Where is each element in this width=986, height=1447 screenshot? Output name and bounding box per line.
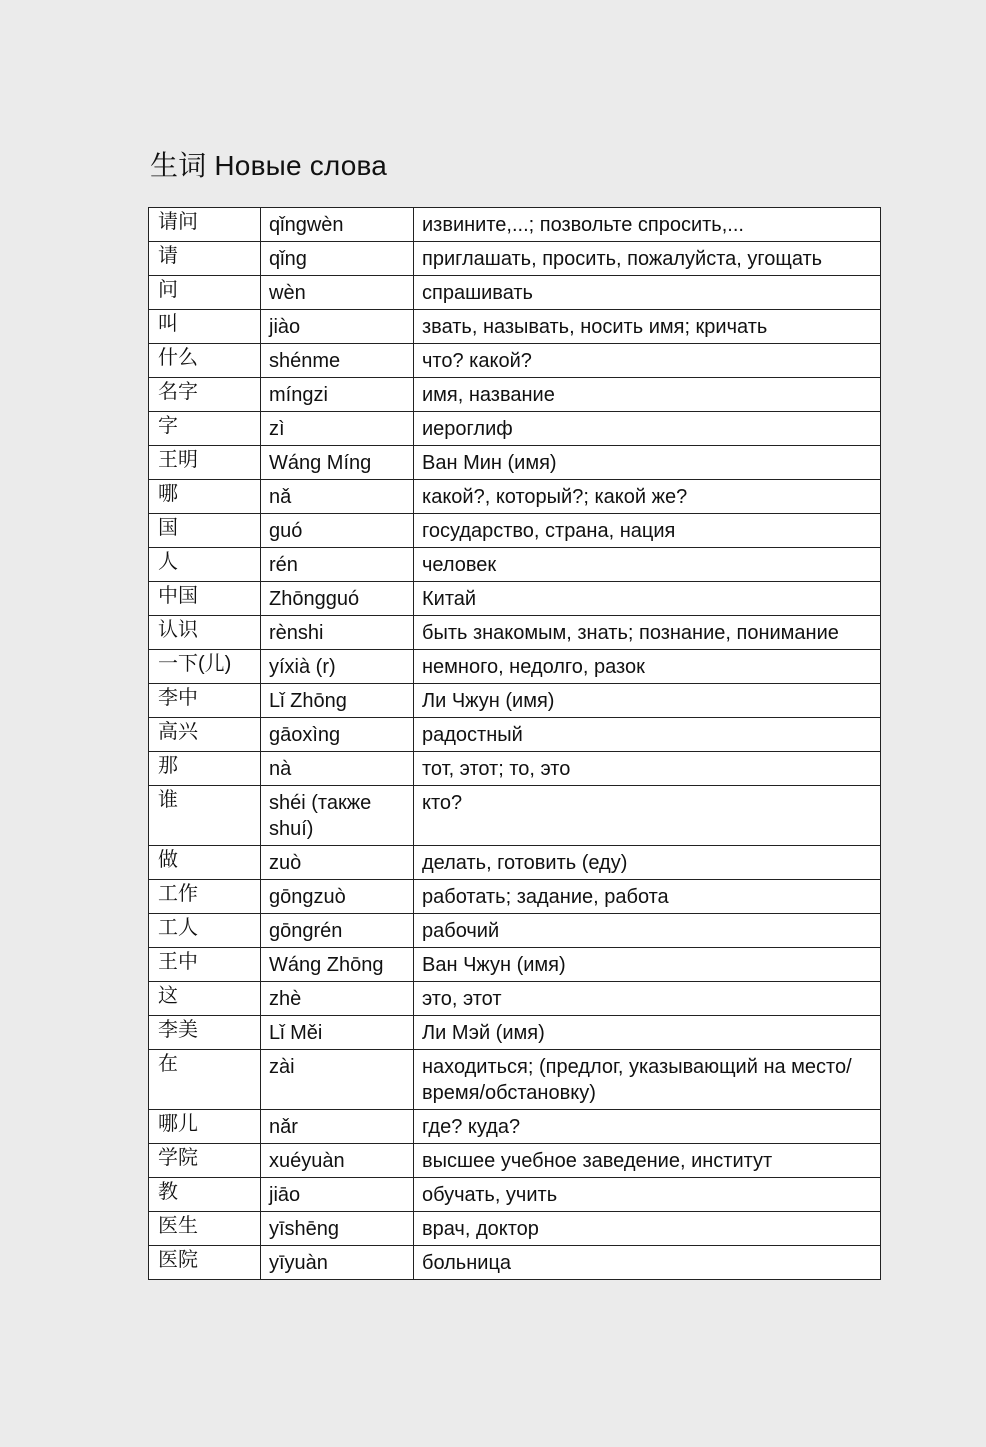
translation-cell: находиться; (предлог, указывающий на место/время/обстановку) (414, 1050, 881, 1110)
table-row (149, 412, 881, 446)
translation-cell: больница (414, 1246, 881, 1280)
translation-cell: высшее учебное заведение, институт (414, 1144, 881, 1178)
hanzi-cell: 字 (149, 412, 261, 446)
translation-cell: Китай (414, 582, 881, 616)
pinyin-cell: zì (261, 412, 414, 446)
hanzi-cell: 这 (149, 982, 261, 1016)
hanzi-cell: 哪 (149, 480, 261, 514)
translation-cell: где? куда? (414, 1110, 881, 1144)
translation-cell: обучать, учить (414, 1178, 881, 1212)
table-row (149, 846, 881, 880)
pinyin-cell: yīyuàn (261, 1246, 414, 1280)
table-row (149, 1212, 881, 1246)
hanzi-cell: 医生 (149, 1212, 261, 1246)
hanzi-cell: 王明 (149, 446, 261, 480)
translation-cell: что? какой? (414, 344, 881, 378)
hanzi-cell: 国 (149, 514, 261, 548)
translation-cell: делать, готовить (еду) (414, 846, 881, 880)
hanzi-cell: 哪儿 (149, 1110, 261, 1144)
table-row (149, 1110, 881, 1144)
hanzi-cell: 请问 (149, 208, 261, 242)
hanzi-cell: 李美 (149, 1016, 261, 1050)
table-row (149, 1016, 881, 1050)
table-row (149, 914, 881, 948)
pinyin-cell: Lǐ Zhōng (261, 684, 414, 718)
hanzi-cell: 学院 (149, 1144, 261, 1178)
hanzi-cell: 谁 (149, 786, 261, 846)
hanzi-cell: 王中 (149, 948, 261, 982)
table-row (149, 514, 881, 548)
table-row (149, 242, 881, 276)
translation-cell: радостный (414, 718, 881, 752)
table-row (149, 1246, 881, 1280)
pinyin-cell: nǎ (261, 480, 414, 514)
vocabulary-table (148, 207, 881, 1280)
table-row (149, 948, 881, 982)
hanzi-cell: 问 (149, 276, 261, 310)
pinyin-cell: yíxià (r) (261, 650, 414, 684)
pinyin-cell: qǐng (261, 242, 414, 276)
page-title: 生词 Новые слова (150, 150, 388, 181)
translation-cell: имя, название (414, 378, 881, 412)
hanzi-cell: 人 (149, 548, 261, 582)
pinyin-cell: Zhōngguó (261, 582, 414, 616)
translation-cell: рабочий (414, 914, 881, 948)
pinyin-cell: yīshēng (261, 1212, 414, 1246)
pinyin-cell: guó (261, 514, 414, 548)
hanzi-cell: 名字 (149, 378, 261, 412)
translation-cell: врач, доктор (414, 1212, 881, 1246)
translation-cell: быть знакомым, знать; познание, понимание (414, 616, 881, 650)
pinyin-cell: xuéyuàn (261, 1144, 414, 1178)
hanzi-cell: 工作 (149, 880, 261, 914)
translation-cell: приглашать, просить, пожалуйста, угощать (414, 242, 881, 276)
hanzi-cell: 高兴 (149, 718, 261, 752)
hanzi-cell: 什么 (149, 344, 261, 378)
pinyin-cell: shéi (также shuí) (261, 786, 414, 846)
hanzi-cell: 认识 (149, 616, 261, 650)
translation-cell: Ван Мин (имя) (414, 446, 881, 480)
table-row (149, 718, 881, 752)
translation-cell: какой?, который?; какой же? (414, 480, 881, 514)
translation-cell: извините,...; позвольте спросить,... (414, 208, 881, 242)
pinyin-cell: rén (261, 548, 414, 582)
translation-cell: кто? (414, 786, 881, 846)
hanzi-cell: 教 (149, 1178, 261, 1212)
pinyin-cell: gōngzuò (261, 880, 414, 914)
table-row (149, 480, 881, 514)
pinyin-cell: Wáng Zhōng (261, 948, 414, 982)
hanzi-cell: 工人 (149, 914, 261, 948)
pinyin-cell: jiāo (261, 1178, 414, 1212)
table-row (149, 582, 881, 616)
translation-cell: немного, недолго, разок (414, 650, 881, 684)
table-row (149, 310, 881, 344)
hanzi-cell: 请 (149, 242, 261, 276)
table-row (149, 276, 881, 310)
table-row (149, 616, 881, 650)
pinyin-cell: qǐngwèn (261, 208, 414, 242)
table-row (149, 1178, 881, 1212)
table-row (149, 344, 881, 378)
pinyin-cell: zài (261, 1050, 414, 1110)
table-row (149, 752, 881, 786)
hanzi-cell: 叫 (149, 310, 261, 344)
table-row (149, 446, 881, 480)
hanzi-cell: 一下(儿) (149, 650, 261, 684)
translation-cell: звать, называть, носить имя; кричать (414, 310, 881, 344)
table-row (149, 208, 881, 242)
table-row (149, 982, 881, 1016)
pinyin-cell: míngzi (261, 378, 414, 412)
hanzi-cell: 中国 (149, 582, 261, 616)
pinyin-cell: shénme (261, 344, 414, 378)
hanzi-cell: 做 (149, 846, 261, 880)
hanzi-cell: 医院 (149, 1246, 261, 1280)
table-row (149, 1144, 881, 1178)
translation-cell: спрашивать (414, 276, 881, 310)
hanzi-cell: 在 (149, 1050, 261, 1110)
hanzi-cell: 李中 (149, 684, 261, 718)
translation-cell: Ли Мэй (имя) (414, 1016, 881, 1050)
pinyin-cell: wèn (261, 276, 414, 310)
table-row (149, 378, 881, 412)
translation-cell: государство, страна, нация (414, 514, 881, 548)
pinyin-cell: rènshi (261, 616, 414, 650)
translation-cell: иероглиф (414, 412, 881, 446)
translation-cell: тот, этот; то, это (414, 752, 881, 786)
table-row (149, 548, 881, 582)
pinyin-cell: gāoxìng (261, 718, 414, 752)
translation-cell: человек (414, 548, 881, 582)
pinyin-cell: zhè (261, 982, 414, 1016)
translation-cell: Ли Чжун (имя) (414, 684, 881, 718)
table-row (149, 684, 881, 718)
translation-cell: это, этот (414, 982, 881, 1016)
pinyin-cell: nǎr (261, 1110, 414, 1144)
pinyin-cell: Lǐ Měi (261, 1016, 414, 1050)
table-row (149, 880, 881, 914)
table-row (149, 1050, 881, 1110)
pinyin-cell: jiào (261, 310, 414, 344)
pinyin-cell: gōngrén (261, 914, 414, 948)
pinyin-cell: Wáng Míng (261, 446, 414, 480)
hanzi-cell: 那 (149, 752, 261, 786)
translation-cell: работать; задание, работа (414, 880, 881, 914)
pinyin-cell: nà (261, 752, 414, 786)
pinyin-cell: zuò (261, 846, 414, 880)
translation-cell: Ван Чжун (имя) (414, 948, 881, 982)
table-row (149, 786, 881, 846)
table-row (149, 650, 881, 684)
